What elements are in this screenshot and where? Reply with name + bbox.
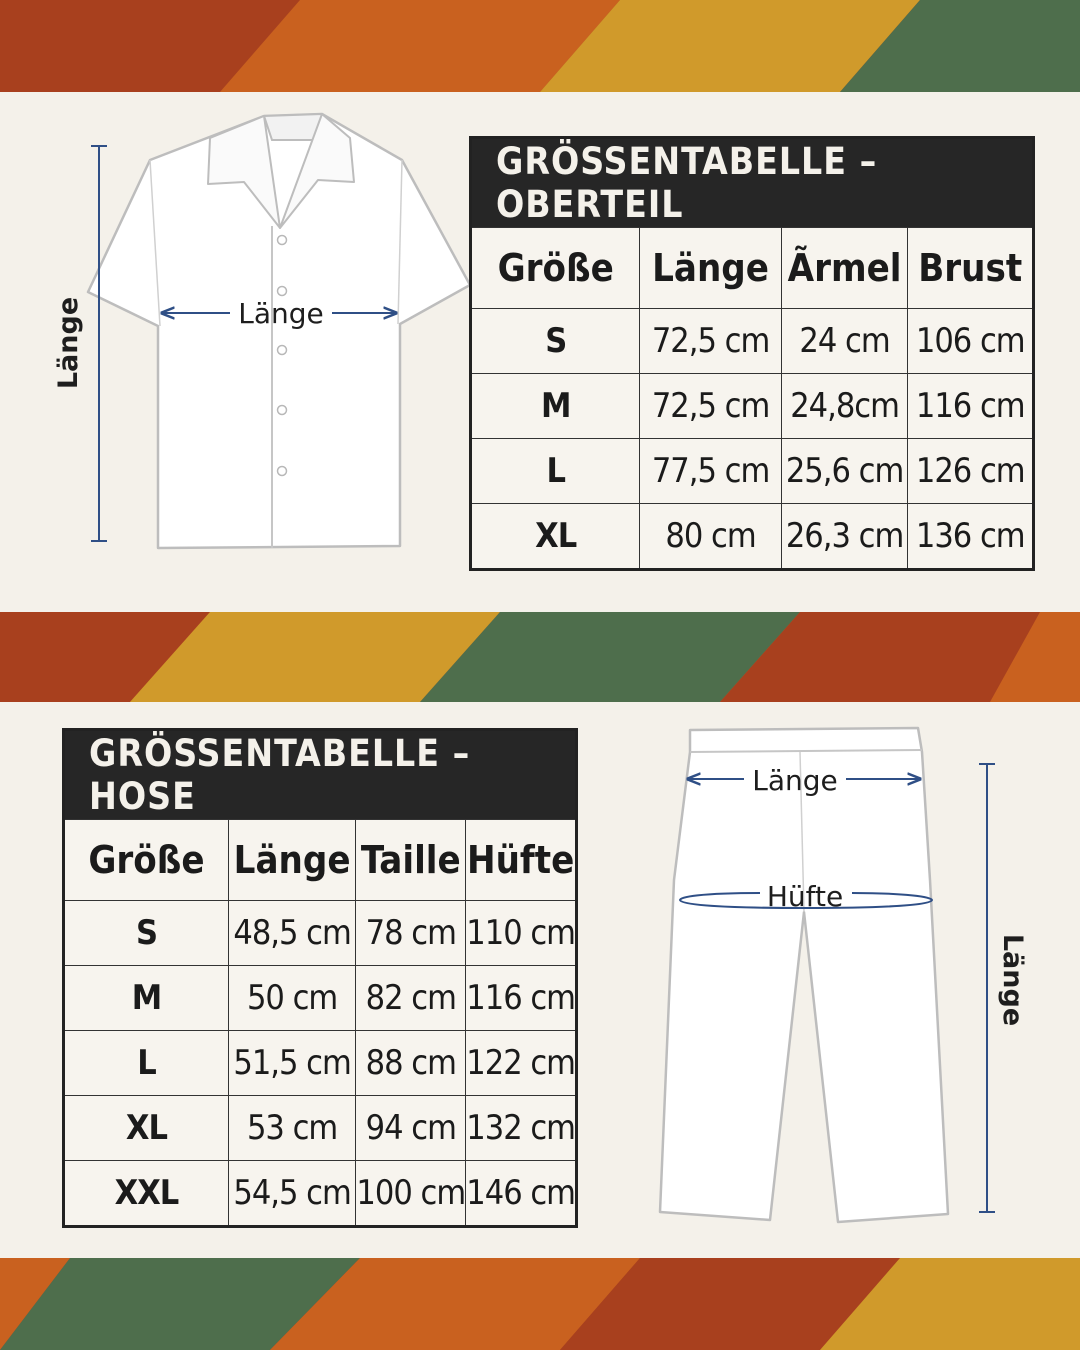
- table-title: GRÖSSENTABELLE – HOSE: [64, 730, 577, 820]
- table-row: [64, 1096, 577, 1161]
- size-cell: L: [471, 439, 640, 504]
- hip-cell: 132 cm: [466, 1096, 577, 1161]
- table-row: [64, 901, 577, 966]
- size-cell: M: [471, 374, 640, 439]
- length-cell: 80 cm: [640, 504, 781, 570]
- chest-cell: 126 cm: [908, 439, 1034, 504]
- column-header: Länge: [640, 228, 781, 309]
- shirt-illustration: [88, 114, 470, 548]
- table-row: [471, 439, 1034, 504]
- chest-cell: 106 cm: [908, 309, 1034, 374]
- sleeve-cell: 24,8cm: [781, 374, 908, 439]
- shirt-length-measure: [91, 146, 107, 541]
- table-row: [64, 966, 577, 1031]
- table-row: [471, 504, 1034, 570]
- size-cell: L: [64, 1031, 229, 1096]
- table-row: [64, 1031, 577, 1096]
- table-title: GRÖSSENTABELLE – OBERTEIL: [471, 138, 1034, 228]
- column-header: Größe: [471, 228, 640, 309]
- hip-cell: 122 cm: [466, 1031, 577, 1096]
- length-cell: 50 cm: [228, 966, 355, 1031]
- length-cell: 72,5 cm: [640, 374, 781, 439]
- column-header: Größe: [64, 820, 229, 901]
- pants-waist-label: Länge: [752, 764, 838, 797]
- size-cell: S: [64, 901, 229, 966]
- size-cell: M: [64, 966, 229, 1031]
- hip-cell: 110 cm: [466, 901, 577, 966]
- size-cell: XL: [471, 504, 640, 570]
- waist-cell: 88 cm: [356, 1031, 466, 1096]
- column-header: Ãrmel: [781, 228, 908, 309]
- pants-illustration: [660, 728, 948, 1222]
- size-cell: S: [471, 309, 640, 374]
- table-row: [471, 374, 1034, 439]
- shirt-length-label: Länge: [53, 296, 84, 390]
- table-header-row: [64, 820, 577, 901]
- size-cell: XXL: [64, 1161, 229, 1227]
- waist-cell: 78 cm: [356, 901, 466, 966]
- length-cell: 77,5 cm: [640, 439, 781, 504]
- waist-cell: 100 cm: [356, 1161, 466, 1227]
- length-cell: 54,5 cm: [228, 1161, 355, 1227]
- pants-length-measure: [979, 764, 995, 1212]
- column-header: Brust: [908, 228, 1034, 309]
- length-cell: 48,5 cm: [228, 901, 355, 966]
- column-header: Taille: [356, 820, 466, 901]
- table-header-row: [471, 228, 1034, 309]
- chest-cell: 116 cm: [908, 374, 1034, 439]
- hip-cell: 146 cm: [466, 1161, 577, 1227]
- length-cell: 72,5 cm: [640, 309, 781, 374]
- size-cell: XL: [64, 1096, 229, 1161]
- column-header: Länge: [228, 820, 355, 901]
- waist-cell: 94 cm: [356, 1096, 466, 1161]
- table-row: [64, 1161, 577, 1227]
- sleeve-cell: 26,3 cm: [781, 504, 908, 570]
- size-table-top: [469, 136, 1035, 571]
- hip-cell: 116 cm: [466, 966, 577, 1031]
- length-cell: 53 cm: [228, 1096, 355, 1161]
- pants-length-label: Länge: [997, 933, 1028, 1027]
- table-row: [471, 309, 1034, 374]
- size-table-bottom: [62, 728, 578, 1228]
- chest-cell: 136 cm: [908, 504, 1034, 570]
- sleeve-cell: 25,6 cm: [781, 439, 908, 504]
- sleeve-cell: 24 cm: [781, 309, 908, 374]
- pants-hip-label: Hüfte: [766, 880, 844, 913]
- waist-cell: 82 cm: [356, 966, 466, 1031]
- length-cell: 51,5 cm: [228, 1031, 355, 1096]
- shirt-chest-label: Länge: [238, 297, 324, 330]
- column-header: Hüfte: [466, 820, 577, 901]
